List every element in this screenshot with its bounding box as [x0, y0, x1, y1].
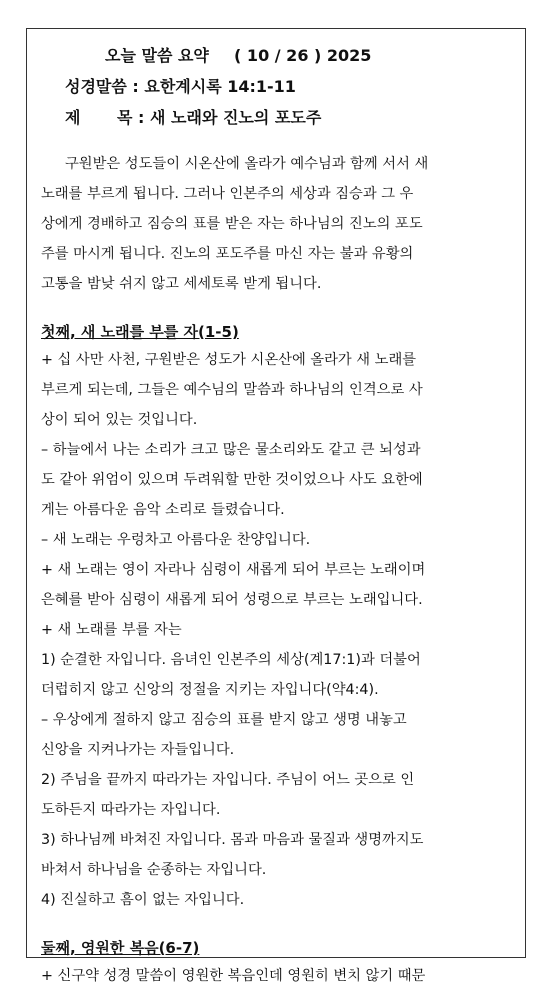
- body-line: 1) 순결한 자입니다. 음녀인 인본주의 세상(계17:1)과 더불어: [41, 652, 421, 668]
- body-line: – 하늘에서 나는 소리가 크고 많은 물소리와도 같고 큰 뇌성과: [41, 442, 421, 458]
- intro-line: 노래를 부르게 됩니다. 그러나 인본주의 세상과 짐승과 그 우: [41, 186, 414, 202]
- intro-line: 구원받은 성도들이 시온산에 올라가 예수님과 함께 서서 새: [65, 156, 429, 172]
- scripture-label: 성경말씀 :: [65, 77, 145, 96]
- sermon-summary-box: [26, 28, 526, 984]
- scripture-line: [65, 74, 296, 97]
- body-line: – 새 노래는 우렁차고 아름다운 찬양입니다.: [41, 532, 311, 548]
- body-line: + 신구약 성경 말씀이 영원한 복음인데 영원히 변치 않기 때문: [41, 968, 426, 984]
- scripture-reference: 요한계시록 14:1-11: [144, 77, 296, 96]
- body-line: + 십 사만 사천, 구원받은 성도가 시온산에 올라가 새 노래를: [41, 352, 417, 368]
- body-line: + 새 노래는 영이 자라나 심령이 새롭게 되어 부르는 노래이며: [41, 562, 426, 578]
- subject-label-first: 제: [65, 108, 81, 127]
- page-title: 오늘 말씀 요약: [105, 46, 209, 65]
- intro-line: 고통을 밤낮 쉬지 않고 세세토록 받게 됩니다.: [41, 276, 322, 292]
- intro-line: 주를 마시게 됩니다. 진노의 포도주를 마신 자는 불과 유황의: [41, 246, 414, 262]
- subject-label-second: 목 :: [117, 108, 150, 127]
- body-line: 은혜를 받아 심령이 새롭게 되어 성령으로 부르는 노래입니다.: [41, 592, 423, 608]
- body-line: + 새 노래를 부를 자는: [41, 622, 182, 638]
- body-line: 신앙을 지켜나가는 자들입니다.: [41, 742, 235, 758]
- body-line: 더럽히지 않고 신앙의 정절을 지키는 자입니다(약4:4).: [41, 682, 379, 698]
- title-line: [105, 43, 371, 66]
- body-line: 3) 하나님께 바쳐진 자입니다. 몸과 마음과 물질과 생명까지도: [41, 832, 424, 848]
- body-line: 게는 아름다운 음악 소리로 들렸습니다.: [41, 502, 285, 518]
- body-line: 부르게 되는데, 그들은 예수님의 말씀과 하나님의 인격으로 사: [41, 382, 423, 398]
- subject-line: [65, 105, 321, 128]
- body-line: 상이 되어 있는 것입니다.: [41, 412, 198, 428]
- body-line: 4) 진실하고 흠이 없는 자입니다.: [41, 892, 245, 908]
- body-line: 도 같아 위엄이 있으며 두려워할 만한 것이었으나 사도 요한에: [41, 472, 423, 488]
- body-line: 바쳐서 하나님을 순종하는 자입니다.: [41, 862, 267, 878]
- body-line: – 우상에게 절하지 않고 짐승의 표를 받지 않고 생명 내놓고: [41, 712, 407, 728]
- sermon-date: ( 10 / 26 ) 2025: [234, 46, 372, 65]
- intro-line: 상에게 경배하고 짐승의 표를 받은 자는 하나님의 진노의 포도: [41, 216, 423, 232]
- section-heading-first: 첫째, 새 노래를 부를 자(1-5): [41, 323, 239, 341]
- body-line: 2) 주님을 끝까지 따라가는 자입니다. 주님이 어느 곳으로 인: [41, 772, 415, 788]
- section-heading-second: 둘째, 영원한 복음(6-7): [41, 939, 200, 957]
- sermon-subject: 새 노래와 진노의 포도주: [150, 108, 322, 127]
- body-line: 도하든지 따라가는 자입니다.: [41, 802, 221, 818]
